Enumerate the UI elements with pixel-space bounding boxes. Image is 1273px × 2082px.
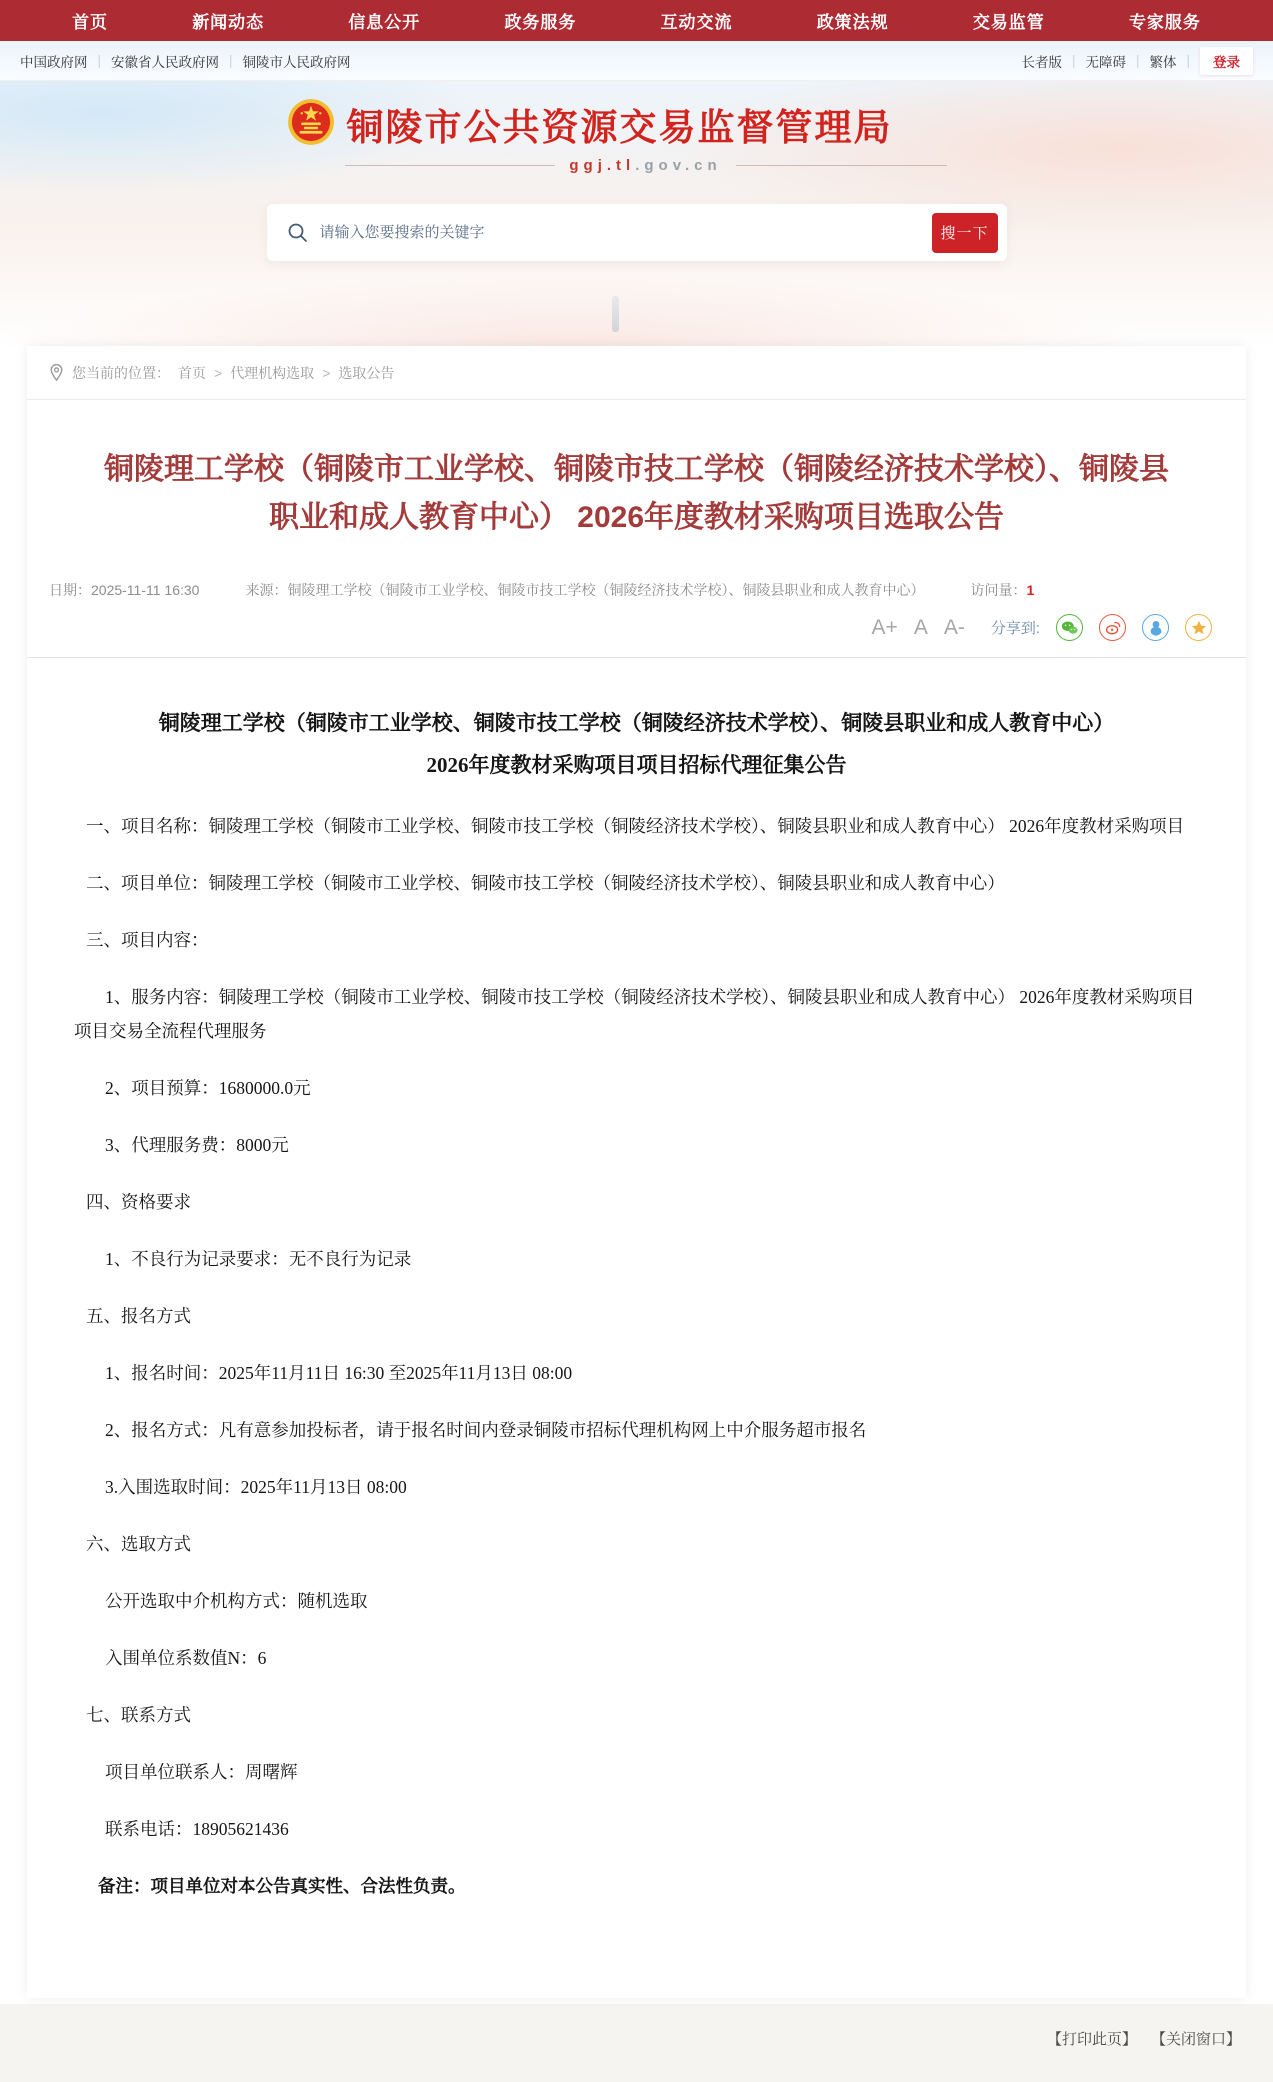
login-button[interactable]: 登录 [1200, 47, 1253, 75]
site-domain-row [267, 157, 1007, 174]
paragraph-shortlist-time: 3.入围选取时间：2025年11月13日 08:00 [105, 1477, 407, 1497]
close-window-button[interactable]: 【关闭窗口】 [1150, 2031, 1241, 2048]
breadcrumb [27, 346, 1246, 400]
site-domain-prefix: ggj.tl [569, 157, 636, 174]
divider-line [345, 165, 556, 166]
paragraph-contact-phone: 联系电话：18905621436 [105, 1819, 289, 1839]
article-body [74, 702, 1199, 1903]
share-label: 分享到: [990, 620, 1040, 637]
paragraph-contact-heading: 七、联系方式 [86, 1705, 191, 1725]
nav-item-interaction[interactable]: 互动交流 [660, 13, 733, 32]
paragraph-bad-record-requirement: 1、不良行为记录要求：无不良行为记录 [105, 1249, 412, 1269]
paragraph-registration-method: 2、报名方式：凡有意参加投标者，请于报名时间内登录铜陵市招标代理机构网上中介服务超市报名 [105, 1420, 867, 1440]
primary-nav [0, 0, 1273, 41]
breadcrumb-item-home[interactable]: 首页 [178, 364, 206, 381]
article-tools-row [49, 614, 1224, 641]
article-meta-block [27, 580, 1246, 658]
visits-label: 访问量： [970, 582, 1027, 598]
divider-line [736, 165, 947, 166]
content-card [27, 346, 1246, 1998]
logo-row [267, 97, 1007, 151]
link-elder-version[interactable]: 长者版 [1021, 54, 1062, 70]
paragraph-service-content: 1、服务内容：铜陵理工学校（铜陵市工业学校、铜陵市技工学校（铜陵经济技术学校）、铜陵县职业和成人教育中心） 2026年度教材采购项目项目交易全流程代理服务 [74, 987, 1195, 1041]
nav-item-home[interactable]: 首页 [72, 13, 109, 32]
font-size-normal-button[interactable]: A [913, 616, 928, 639]
link-china-gov[interactable]: 中国政府网 [20, 54, 88, 70]
font-size-decrease-button[interactable]: A- [943, 616, 965, 639]
utility-left-links [20, 51, 351, 71]
paragraph-selection-method-heading: 六、选取方式 [86, 1534, 191, 1554]
nav-item-gov-services[interactable]: 政务服务 [504, 13, 577, 32]
body-heading-line-1: 铜陵理工学校（铜陵市工业学校、铜陵市技工学校（铜陵经济技术学校）、铜陵县职业和成人教育中心） [158, 711, 1115, 735]
article-title: 铜陵理工学校（铜陵市工业学校、铜陵市技工学校（铜陵经济技术学校）、铜陵县职业和成人教育中心） 2026年度教材采购项目选取公告 [104, 453, 1169, 534]
link-traditional-chinese[interactable]: 繁体 [1149, 54, 1177, 70]
source-label: 来源： [245, 582, 288, 598]
nav-item-info-disclosure[interactable]: 信息公开 [348, 13, 421, 32]
utility-bar [0, 41, 1273, 81]
paragraph-agency-fee: 3、代理服务费：8000元 [105, 1135, 289, 1155]
separator: | [1135, 53, 1140, 68]
nav-item-policies[interactable]: 政策法规 [816, 13, 889, 32]
nav-item-trade-supervision[interactable]: 交易监管 [972, 13, 1045, 32]
body-heading-line-2: 2026年度教材采购项目项目招标代理征集公告 [426, 753, 847, 777]
masthead [0, 81, 1273, 346]
national-emblem-logo [287, 98, 335, 151]
date-label: 日期： [49, 582, 91, 598]
paragraph-registration-heading: 五、报名方式 [86, 1306, 191, 1326]
paragraph-project-budget: 2、项目预算：1680000.0元 [105, 1078, 311, 1098]
breadcrumb-label: 您当前的位置： [72, 364, 170, 381]
paragraph-public-selection-method: 公开选取中介机构方式：随机选取 [105, 1591, 368, 1611]
nav-item-news[interactable]: 新闻动态 [192, 13, 265, 32]
search-input[interactable] [320, 224, 932, 241]
site-title: 铜陵市公共资源交易监督管理局 [346, 107, 893, 148]
utility-right-links [1021, 47, 1253, 75]
breadcrumb-separator: > [214, 364, 223, 381]
paragraph-shortlist-coefficient: 入围单位系数值N：6 [105, 1648, 267, 1668]
paragraph-project-content-heading: 三、项目内容： [86, 930, 209, 950]
breadcrumb-item-selection-notice[interactable]: 选取公告 [338, 364, 395, 381]
paragraph-registration-time: 1、报名时间：2025年11月11日 16:30 至2025年11月13日 08:00 [105, 1363, 573, 1383]
page-footer [0, 2004, 1273, 2082]
separator: | [1071, 53, 1076, 68]
visits-count: 1 [1026, 582, 1035, 598]
date-value: 2025-11-11 16:30 [91, 582, 200, 598]
site-domain [555, 157, 735, 174]
visits-label-and-value [970, 580, 1034, 600]
paragraph-project-name: 一、项目名称：铜陵理工学校（铜陵市工业学校、铜陵市技工学校（铜陵经济技术学校）、铜陵县职业和成人教育中心） 2026年度教材采购项目 [86, 816, 1185, 836]
search-bar [267, 204, 1007, 261]
source-value: 铜陵理工学校（铜陵市工业学校、铜陵市技工学校（铜陵经济技术学校）、铜陵县职业和成人教育中心） [287, 582, 925, 598]
link-accessibility[interactable]: 无障碍 [1085, 54, 1126, 70]
date-label-and-value [49, 580, 199, 600]
nav-item-expert-services[interactable]: 专家服务 [1128, 13, 1201, 32]
breadcrumb-separator: > [322, 364, 331, 381]
paragraph-contact-person: 项目单位联系人：周曙辉 [105, 1762, 298, 1782]
link-tongling-gov[interactable]: 铜陵市人民政府网 [242, 54, 351, 70]
share-weibo-icon[interactable] [1099, 614, 1126, 641]
share-qzone-star-icon[interactable] [1185, 614, 1212, 641]
site-domain-suffix: .gov.cn [635, 157, 722, 174]
paragraph-remark: 备注：项目单位对本公告真实性、合法性负责。 [98, 1876, 466, 1896]
article-meta-row [49, 580, 1224, 600]
share-qq-icon[interactable] [1142, 614, 1169, 641]
paragraph-qualification-heading: 四、资格要求 [86, 1192, 191, 1212]
location-pin-icon [49, 363, 64, 382]
print-page-button[interactable]: 【打印此页】 [1046, 2031, 1137, 2048]
font-size-increase-button[interactable]: A+ [871, 616, 898, 639]
source-label-and-value [245, 580, 924, 600]
link-anhui-gov[interactable]: 安徽省人民政府网 [111, 54, 220, 70]
search-icon [287, 222, 308, 243]
share-wechat-icon[interactable] [1056, 614, 1083, 641]
paragraph-project-unit: 二、项目单位：铜陵理工学校（铜陵市工业学校、铜陵市技工学校（铜陵经济技术学校）、铜陵县职业和成人教育中心） [86, 873, 1005, 893]
separator: | [1186, 53, 1190, 68]
separator: | [97, 53, 102, 68]
decorative-background-art [612, 296, 619, 332]
search-button[interactable]: 搜一下 [932, 213, 998, 253]
breadcrumb-item-agency-selection[interactable]: 代理机构选取 [230, 364, 315, 381]
separator: | [229, 53, 233, 68]
